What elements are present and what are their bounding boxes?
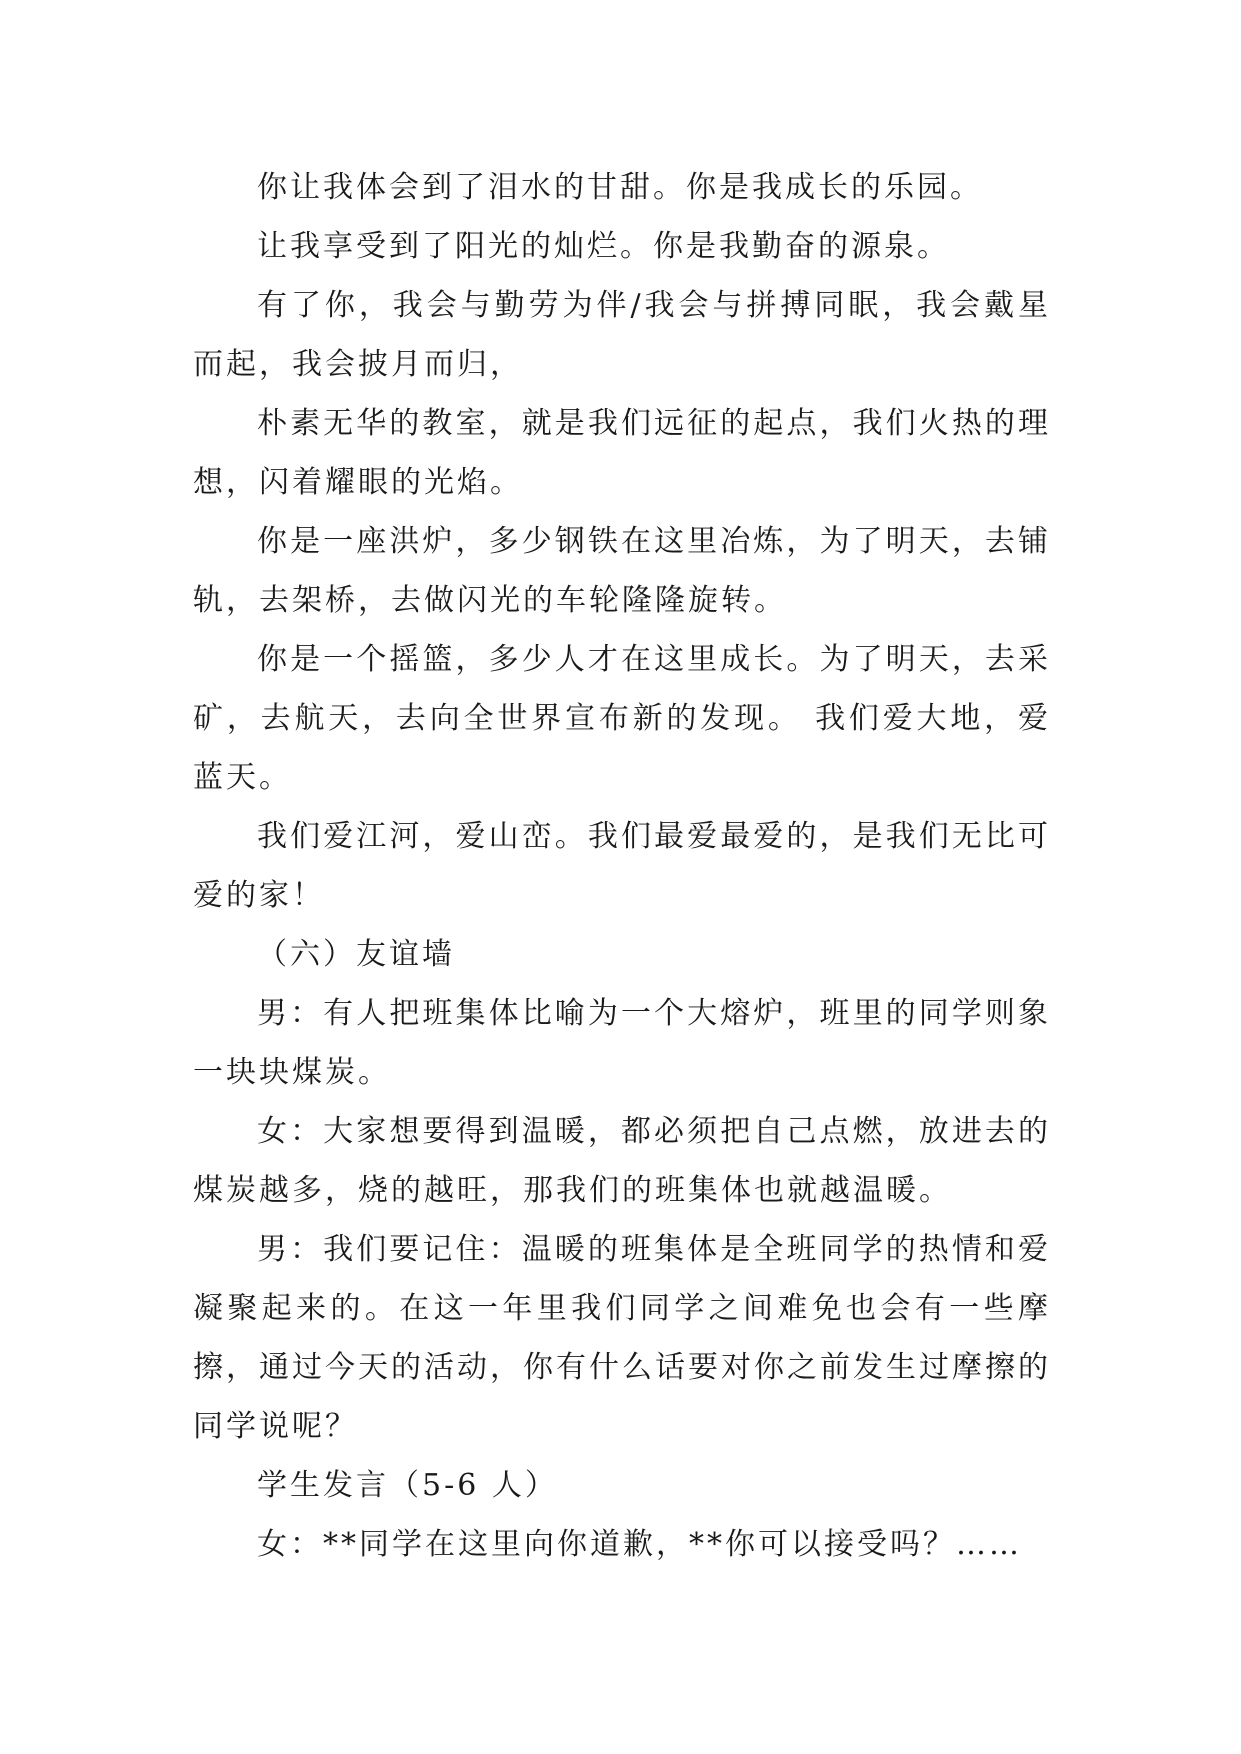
paragraph-11: 男：我们要记住：温暖的班集体是全班同学的热情和爱凝聚起来的。在这一年里我们同学之间难免也会有一些摩擦，通过今天的活动，你有什么话要对你之前发生过摩擦的同学说呢？ [193,1232,1051,1444]
paragraph-5: 你是一座洪炉，多少钢铁在这里冶炼，为了明天，去铺轨，去架桥，去做闪光的车轮隆隆旋转。 [193,524,1051,618]
paragraph-10: 女：大家想要得到温暖，都必须把自己点燃，放进去的煤炭越多，烧的越旺，那我们的班集体也就越温暖。 [193,1114,1051,1208]
paragraph-3: 有了你，我会与勤劳为伴/我会与拼搏同眠，我会戴星而起，我会披月而归， [193,288,1051,382]
paragraph-1: 你让我体会到了泪水的甘甜。你是我成长的乐园。 [257,170,983,205]
paragraph-13: 女：**同学在这里向你道歉，**你可以接受吗？…… [257,1527,1022,1562]
paragraph-4: 朴素无华的教室，就是我们远征的起点，我们火热的理想，闪着耀眼的光焰。 [193,406,1051,500]
paragraph-2: 让我享受到了阳光的灿烂。你是我勤奋的源泉。 [257,229,950,264]
section-heading: （六）友谊墙 [257,937,455,972]
paragraph-12: 学生发言（5-6 人） [257,1468,558,1503]
paragraph-6: 你是一个摇篮，多少人才在这里成长。为了明天，去采矿，去航天，去向全世界宣布新的发现。 我们爱大地，爱蓝天。 [193,642,1051,795]
paragraph-9: 男：有人把班集体比喻为一个大熔炉，班里的同学则象一块块煤炭。 [193,996,1051,1090]
document-body [193,158,1051,1574]
paragraph-7: 我们爱江河，爱山峦。我们最爱最爱的，是我们无比可爱的家！ [193,819,1051,913]
